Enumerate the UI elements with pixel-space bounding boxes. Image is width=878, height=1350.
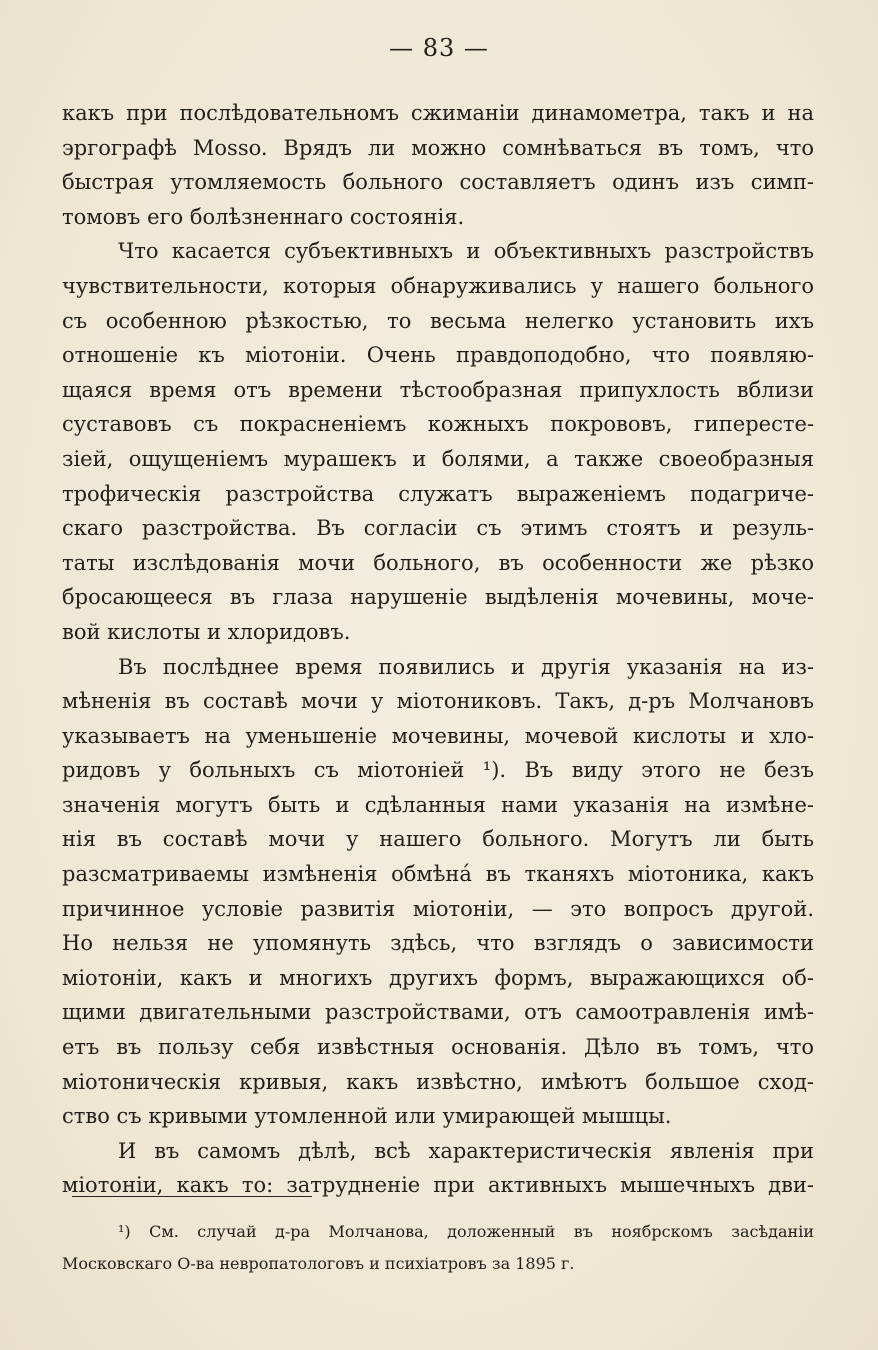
footnote — [62, 1216, 814, 1280]
text-line: мѣненія въ составѣ мочи у міотониковъ. Такъ, д-ръ Молчановъ — [62, 689, 814, 714]
paragraph-2 — [62, 234, 814, 649]
text-line: эргографѣ Mosso. Врядъ ли можно сомнѣваться въ томъ, что — [62, 135, 814, 160]
text-line: разсматриваемы измѣненія обмѣна́ въ тканяхъ міотоника, какъ — [62, 862, 814, 887]
paragraph-1 — [62, 96, 814, 234]
page-number: — 83 — — [389, 34, 489, 62]
text-line: ридовъ у больныхъ съ міотоніей ¹). Въ виду этого не безъ — [62, 758, 814, 783]
body-text — [62, 96, 814, 1203]
text-line: томовъ его болѣзненнаго состоянія. — [62, 204, 465, 229]
text-line: съ особенною рѣзкостью, то весьма нелегко установить ихъ — [62, 308, 814, 333]
text-line: міотоніи, какъ и многихъ другихъ формъ, выражающихся об- — [62, 965, 814, 990]
text-line: міотоническія кривыя, какъ извѣстно, имѣютъ большое сход- — [62, 1069, 814, 1094]
text-line: вой кислоты и хлоридовъ. — [62, 619, 351, 644]
text-line: щаяся время отъ времени тѣстообразная припухлость вблизи — [62, 377, 814, 402]
text-line: ство съ кривыми утомленной или умирающей мышцы. — [62, 1104, 672, 1129]
text-line: зіей, ощущеніемъ мурашекъ и болями, а также своеобразныя — [62, 446, 814, 471]
text-line: суставовъ съ покрасненіемъ кожныхъ покрововъ, гипересте- — [62, 412, 814, 437]
text-line: трофическія разстройства служатъ выраженіемъ подагриче- — [62, 481, 814, 506]
text-line: скаго разстройства. Въ согласіи съ этимъ стоятъ и резуль- — [62, 516, 814, 541]
paragraph-3 — [62, 650, 814, 1134]
text-line: етъ въ пользу себя извѣстныя основанія. Дѣло въ томъ, что — [62, 1035, 814, 1060]
text-line: И въ самомъ дѣлѣ, всѣ характеристическія явленія при — [118, 1138, 814, 1163]
text-line: отношеніе къ міотоніи. Очень правдоподобно, что появляю- — [62, 343, 814, 368]
text-line: міотоніи, какъ то: затрудненіе при активныхъ мышечныхъ дви- — [62, 1173, 814, 1198]
paragraph-4 — [62, 1134, 814, 1203]
text-line: Что касается субъективныхъ и объективныхъ разстройствъ — [118, 239, 814, 264]
text-line: быстрая утомляемость больного составляетъ одинъ изъ симп- — [62, 170, 814, 195]
text-line: указываетъ на уменьшеніе мочевины, мочевой кислоты и хло- — [62, 723, 814, 748]
footnote-divider — [72, 1196, 312, 1197]
text-line: таты изслѣдованія мочи больного, въ особенности же рѣзко — [62, 550, 814, 575]
footnote-line: ¹) См. случай д-ра Молчанова, доложенный въ ноябрскомъ засѣданіи — [118, 1222, 814, 1241]
text-line: Но нельзя не упомянуть здѣсь, что взглядъ о зависимости — [62, 931, 814, 956]
footnote-line: Московскаго О-ва невропатологовъ и психіатровъ за 1895 г. — [62, 1254, 575, 1273]
text-line: значенія могутъ быть и сдѣланныя нами указанія на измѣне- — [62, 792, 814, 817]
text-line: причинное условіе развитія міотоніи, — это вопросъ другой. — [62, 896, 814, 921]
text-line: щими двигательными разстройствами, отъ самоотравленія имѣ- — [62, 1000, 814, 1025]
text-line: нія въ составѣ мочи у нашего больного. Могутъ ли быть — [62, 827, 814, 852]
text-line: бросающееся въ глаза нарушеніе выдѣленія мочевины, моче- — [62, 585, 814, 610]
text-line: Въ послѣднее время появились и другія указанія на из- — [118, 654, 814, 679]
text-line: чувствительности, которыя обнаруживались у нашего больного — [62, 273, 814, 298]
text-line: какъ при послѣдовательномъ сжиманіи динамометра, такъ и на — [62, 101, 814, 125]
